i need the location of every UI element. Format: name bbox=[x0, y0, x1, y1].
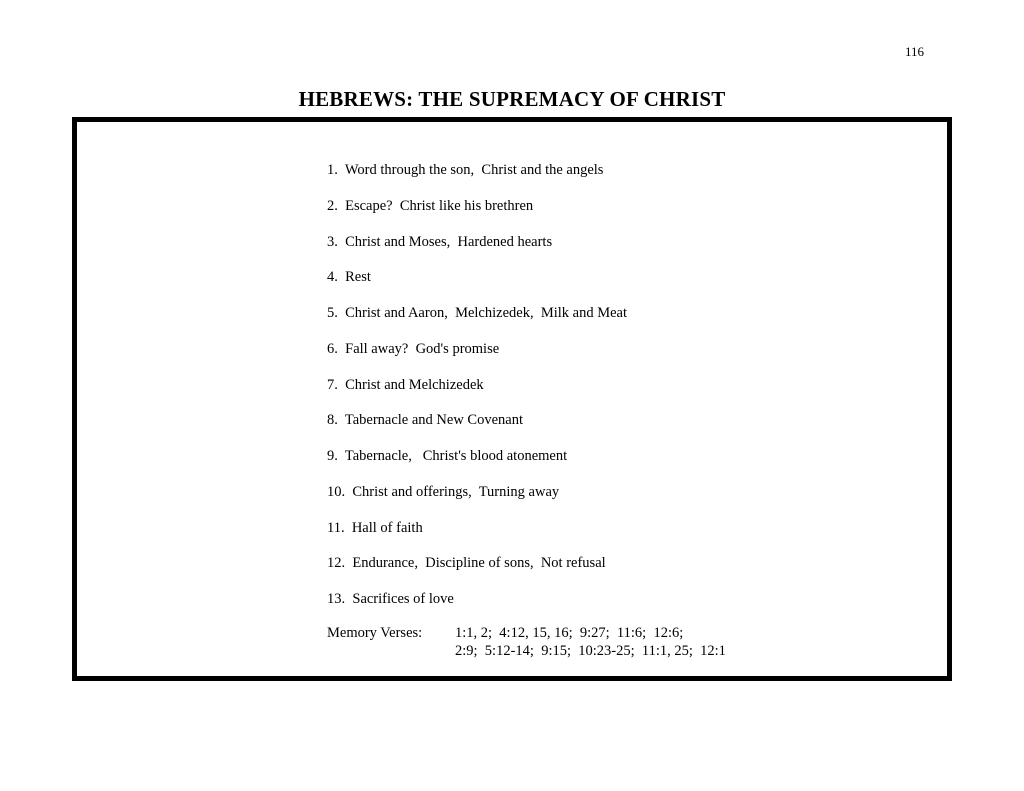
memory-verses-line-1: 1:1, 2; 4:12, 15, 16; 9:27; 11:6; 12:6; bbox=[455, 625, 684, 641]
chapter-item-1: 1. Word through the son, Christ and the angels bbox=[327, 162, 604, 178]
memory-verses-row-1 bbox=[327, 624, 726, 642]
chapter-item-9: 9. Tabernacle, Christ's blood atonement bbox=[327, 448, 568, 464]
memory-verses-label: Memory Verses: bbox=[327, 625, 423, 641]
chapter-item-2: 2. Escape? Christ like his brethren bbox=[327, 197, 534, 214]
page-number: 116 bbox=[905, 44, 925, 59]
page-title: HEBREWS: THE SUPREMACY OF CHRIST bbox=[298, 87, 726, 111]
chapter-item-13: 13. Sacrifices of love bbox=[327, 591, 454, 607]
chapter-item-4: 4. Rest bbox=[327, 269, 371, 286]
chapter-item-5: 5. Christ and Aaron, Melchizedek, Milk and Meat bbox=[327, 305, 628, 321]
memory-verses-row-2 bbox=[327, 642, 726, 660]
chapter-item-11: 11. Hall of faith bbox=[327, 519, 423, 536]
memory-verses-line-2: 2:9; 5:12-14; 9:15; 10:23-25; 11:1, 25; 12:1 bbox=[455, 643, 726, 659]
chapter-item-8: 8. Tabernacle and New Covenant bbox=[327, 412, 524, 429]
memory-verses bbox=[327, 624, 726, 660]
chapter-list bbox=[327, 160, 627, 625]
chapter-item-6: 6. Fall away? God's promise bbox=[327, 340, 500, 357]
chapter-item-12: 12. Endurance, Discipline of sons, Not refusal bbox=[327, 555, 606, 572]
chapter-item-7: 7. Christ and Melchizedek bbox=[327, 376, 484, 393]
chapter-item-10: 10. Christ and offerings, Turning away bbox=[327, 483, 560, 500]
chapter-item-3: 3. Christ and Moses, Hardened hearts bbox=[327, 233, 553, 250]
memory-verses-indent bbox=[327, 642, 455, 660]
